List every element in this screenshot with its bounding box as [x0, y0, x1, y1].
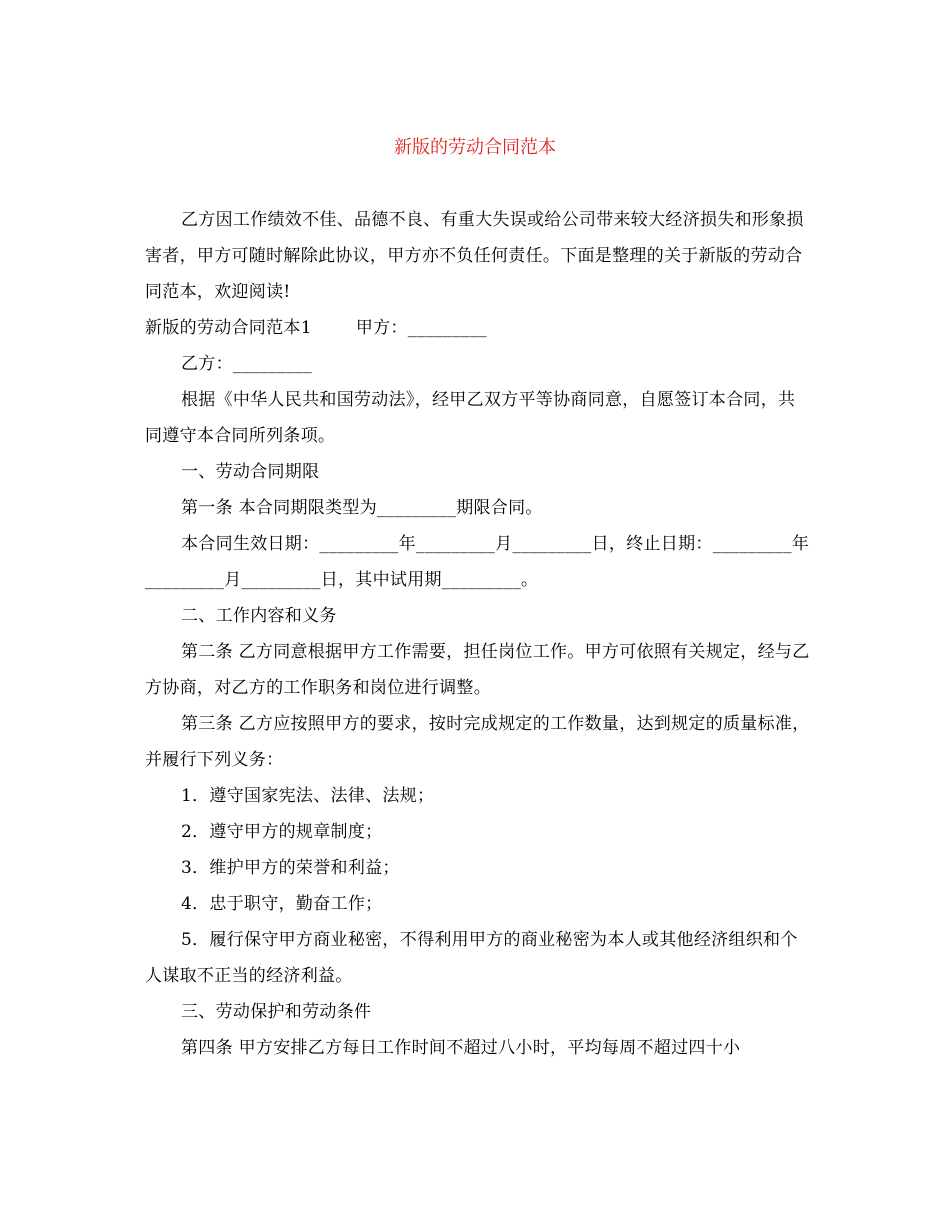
list-item-3: 3．维护甲方的荣誉和利益；: [181, 858, 400, 878]
paragraph-basis: 根据《中华人民共和国劳动法》，经甲乙双方平等协商同意，自愿签订本合同，共同遵守本合同所列条项。: [145, 390, 796, 446]
party-b-field: 乙方：_________: [181, 354, 313, 374]
document-body: [145, 202, 810, 1066]
section-heading-duties: 二、工作内容和义务: [181, 606, 337, 626]
list-item-2: 2．遵守甲方的规章制度；: [181, 822, 383, 842]
list-item-1: 1．遵守国家宪法、法律、法规；: [181, 786, 435, 806]
list-item-4: 4．忠于职守，勤奋工作；: [181, 894, 383, 914]
paragraph-effective-date: 本合同生效日期：_________年_________月_________日，终止日期：_________年_________月_________日，其中试用期_________。: [145, 534, 810, 590]
article-3: 第三条 乙方应按照甲方的要求，按时完成规定的工作数量，达到规定的质量标准，并履行下列义务：: [145, 714, 810, 770]
paragraph-intro: 乙方因工作绩效不佳、品德不良、有重大失误或给公司带来较大经济损失和形象损害者，甲方可随时解除此协议，甲方亦不负任何责任。下面是整理的关于新版的劳动合同范本，欢迎阅读!: [145, 210, 804, 302]
list-item-5: 5．履行保守甲方商业秘密，不得利用甲方的商业秘密为本人或其他经济组织和个人谋取不正当的经济利益。: [145, 930, 798, 986]
party-a-field: 甲方：_________: [355, 318, 487, 338]
article-4: 第四条 甲方安排乙方每日工作时间不超过八小时，平均每周不超过四十小: [181, 1038, 741, 1058]
article-1: 第一条 本合同期限类型为_________期限合同。: [181, 498, 543, 518]
section-heading-protection: 三、劳动保护和劳动条件: [181, 1002, 372, 1022]
sample-title: 新版的劳动合同范本1: [145, 318, 312, 338]
section-heading-term: 一、劳动合同期限: [181, 462, 320, 482]
document-title: 新版的劳动合同范本: [394, 137, 556, 158]
paragraph-sample-header: [145, 310, 810, 346]
article-2: 第二条 乙方同意根据甲方工作需要，担任岗位工作。甲方可依照有关规定，经与乙方协商，对乙方的工作职务和岗位进行调整。: [145, 642, 810, 698]
